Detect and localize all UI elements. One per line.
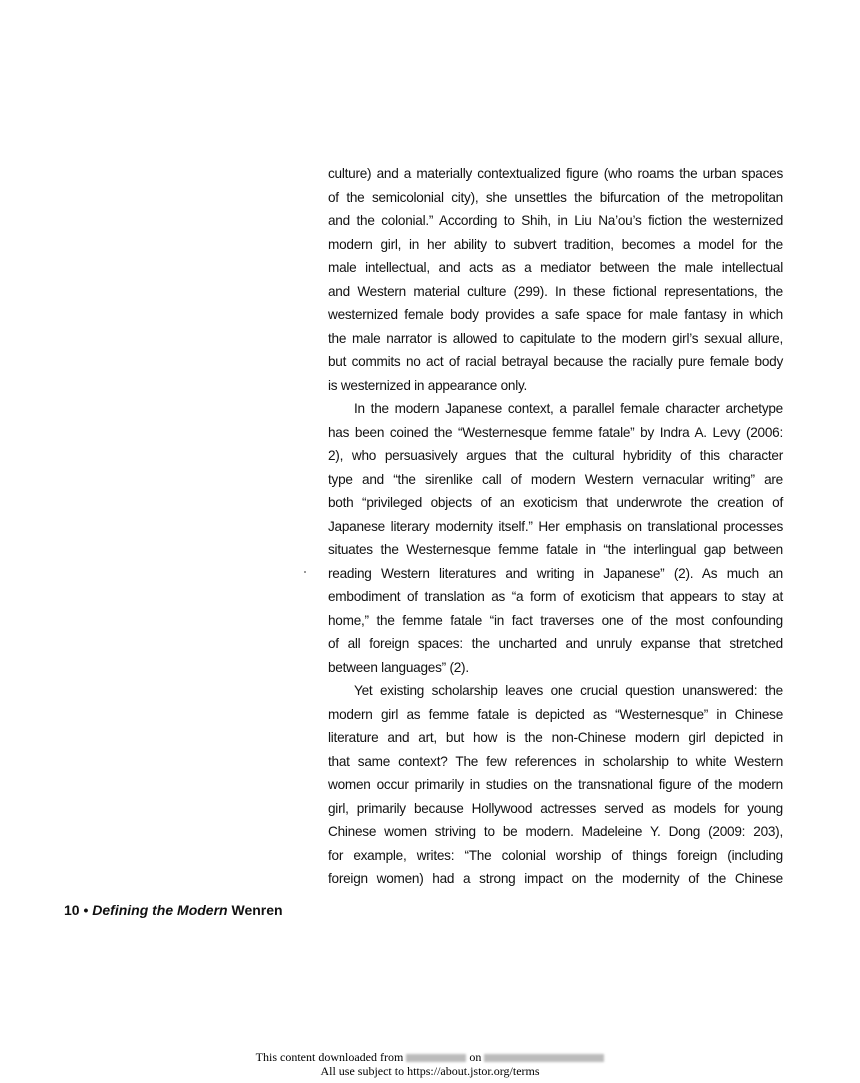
footer-title-italic: Defining the Modern bbox=[92, 902, 228, 918]
text-line: literature and art, but how is the non-Chinese modern girl depicted in bbox=[328, 730, 783, 745]
text-line: and the colonial.” According to Shih, in Liu Na’ou’s fiction the westernized bbox=[328, 213, 783, 228]
text-line: Yet existing scholarship leaves one crucial question unanswered: the bbox=[354, 683, 783, 698]
body-text bbox=[328, 162, 783, 891]
jstor-terms-notice: All use subject to https://about.jstor.org/terms bbox=[320, 1064, 540, 1078]
text-line: girl, primarily because Hollywood actresses served as models for young bbox=[328, 800, 783, 816]
text-line: of all foreign spaces: the uncharted and unruly expanse that stretched bbox=[328, 636, 783, 651]
text-line: between languages” (2). bbox=[328, 659, 469, 675]
text-line: has been coined the “Westernesque femme fatale” by Indra A. Levy (2006: bbox=[328, 424, 783, 440]
text-line: is westernized in appearance only. bbox=[328, 377, 528, 393]
text-line: of the semicolonial city), she unsettles the bifurcation of the metropolitan bbox=[328, 189, 783, 205]
text-line: westernized female body provides a safe space for male fantasy in which bbox=[328, 307, 783, 322]
text-line: modern girl as femme fatale is depicted as “Westernesque” in Chinese bbox=[328, 706, 783, 722]
text-line: culture) and a materially contextualized figure (who roams the urban spaces bbox=[328, 166, 783, 181]
text-line: foreign women) had a strong impact on the modernity of the Chinese bbox=[328, 871, 783, 886]
jstor-download-notice: This content downloaded from on bbox=[0, 1050, 860, 1065]
text-line: reading Western literatures and writing in Japanese” (2). As much an bbox=[328, 565, 783, 581]
text-line: and Western material culture (299). In these fictional representations, the bbox=[328, 283, 783, 299]
text-line: embodiment of translation as “a form of exoticism that appears to stay at bbox=[328, 589, 783, 604]
running-footer bbox=[64, 902, 283, 918]
footer-title-plain: Wenren bbox=[231, 902, 283, 918]
redacted-date bbox=[484, 1054, 604, 1062]
page-number: 10 bbox=[64, 902, 80, 918]
text-line: male intellectual, and acts as a mediator between the male intellectual bbox=[328, 260, 783, 275]
text-line: that same context? The few references in scholarship to white Western bbox=[328, 753, 783, 769]
text-line: 2), who persuasively argues that the cultural hybridity of this character bbox=[328, 448, 783, 463]
text-line: Japanese literary modernity itself.” Her emphasis on translational processes bbox=[328, 518, 783, 534]
redacted-ip bbox=[406, 1054, 466, 1062]
text-line: both “privileged objects of an exoticism that underwrote the creation of bbox=[328, 495, 783, 510]
text-line: situates the Westernesque femme fatale in “the interlingual gap between bbox=[328, 542, 783, 557]
text-line: type and “the sirenlike call of modern Western vernacular writing” are bbox=[328, 471, 783, 487]
text-line: home,” the femme fatale “in fact traverses one of the most confounding bbox=[328, 612, 783, 628]
text-line: the male narrator is allowed to capitulate to the modern girl’s sexual allure, bbox=[328, 330, 783, 346]
scan-speck bbox=[304, 571, 306, 573]
text-line: In the modern Japanese context, a parallel female character archetype bbox=[354, 401, 783, 416]
text-line: Chinese women striving to be modern. Madeleine Y. Dong (2009: 203), bbox=[328, 824, 783, 839]
text-line: women occur primarily in studies on the transnational figure of the modern bbox=[328, 777, 783, 792]
footer-separator: • bbox=[83, 902, 89, 918]
text-line: for example, writes: “The colonial worship of things foreign (including bbox=[328, 847, 783, 863]
text-line: but commits no act of racial betrayal because the racially pure female body bbox=[328, 354, 783, 369]
text-line: modern girl, in her ability to subvert tradition, becomes a model for the bbox=[328, 236, 783, 252]
